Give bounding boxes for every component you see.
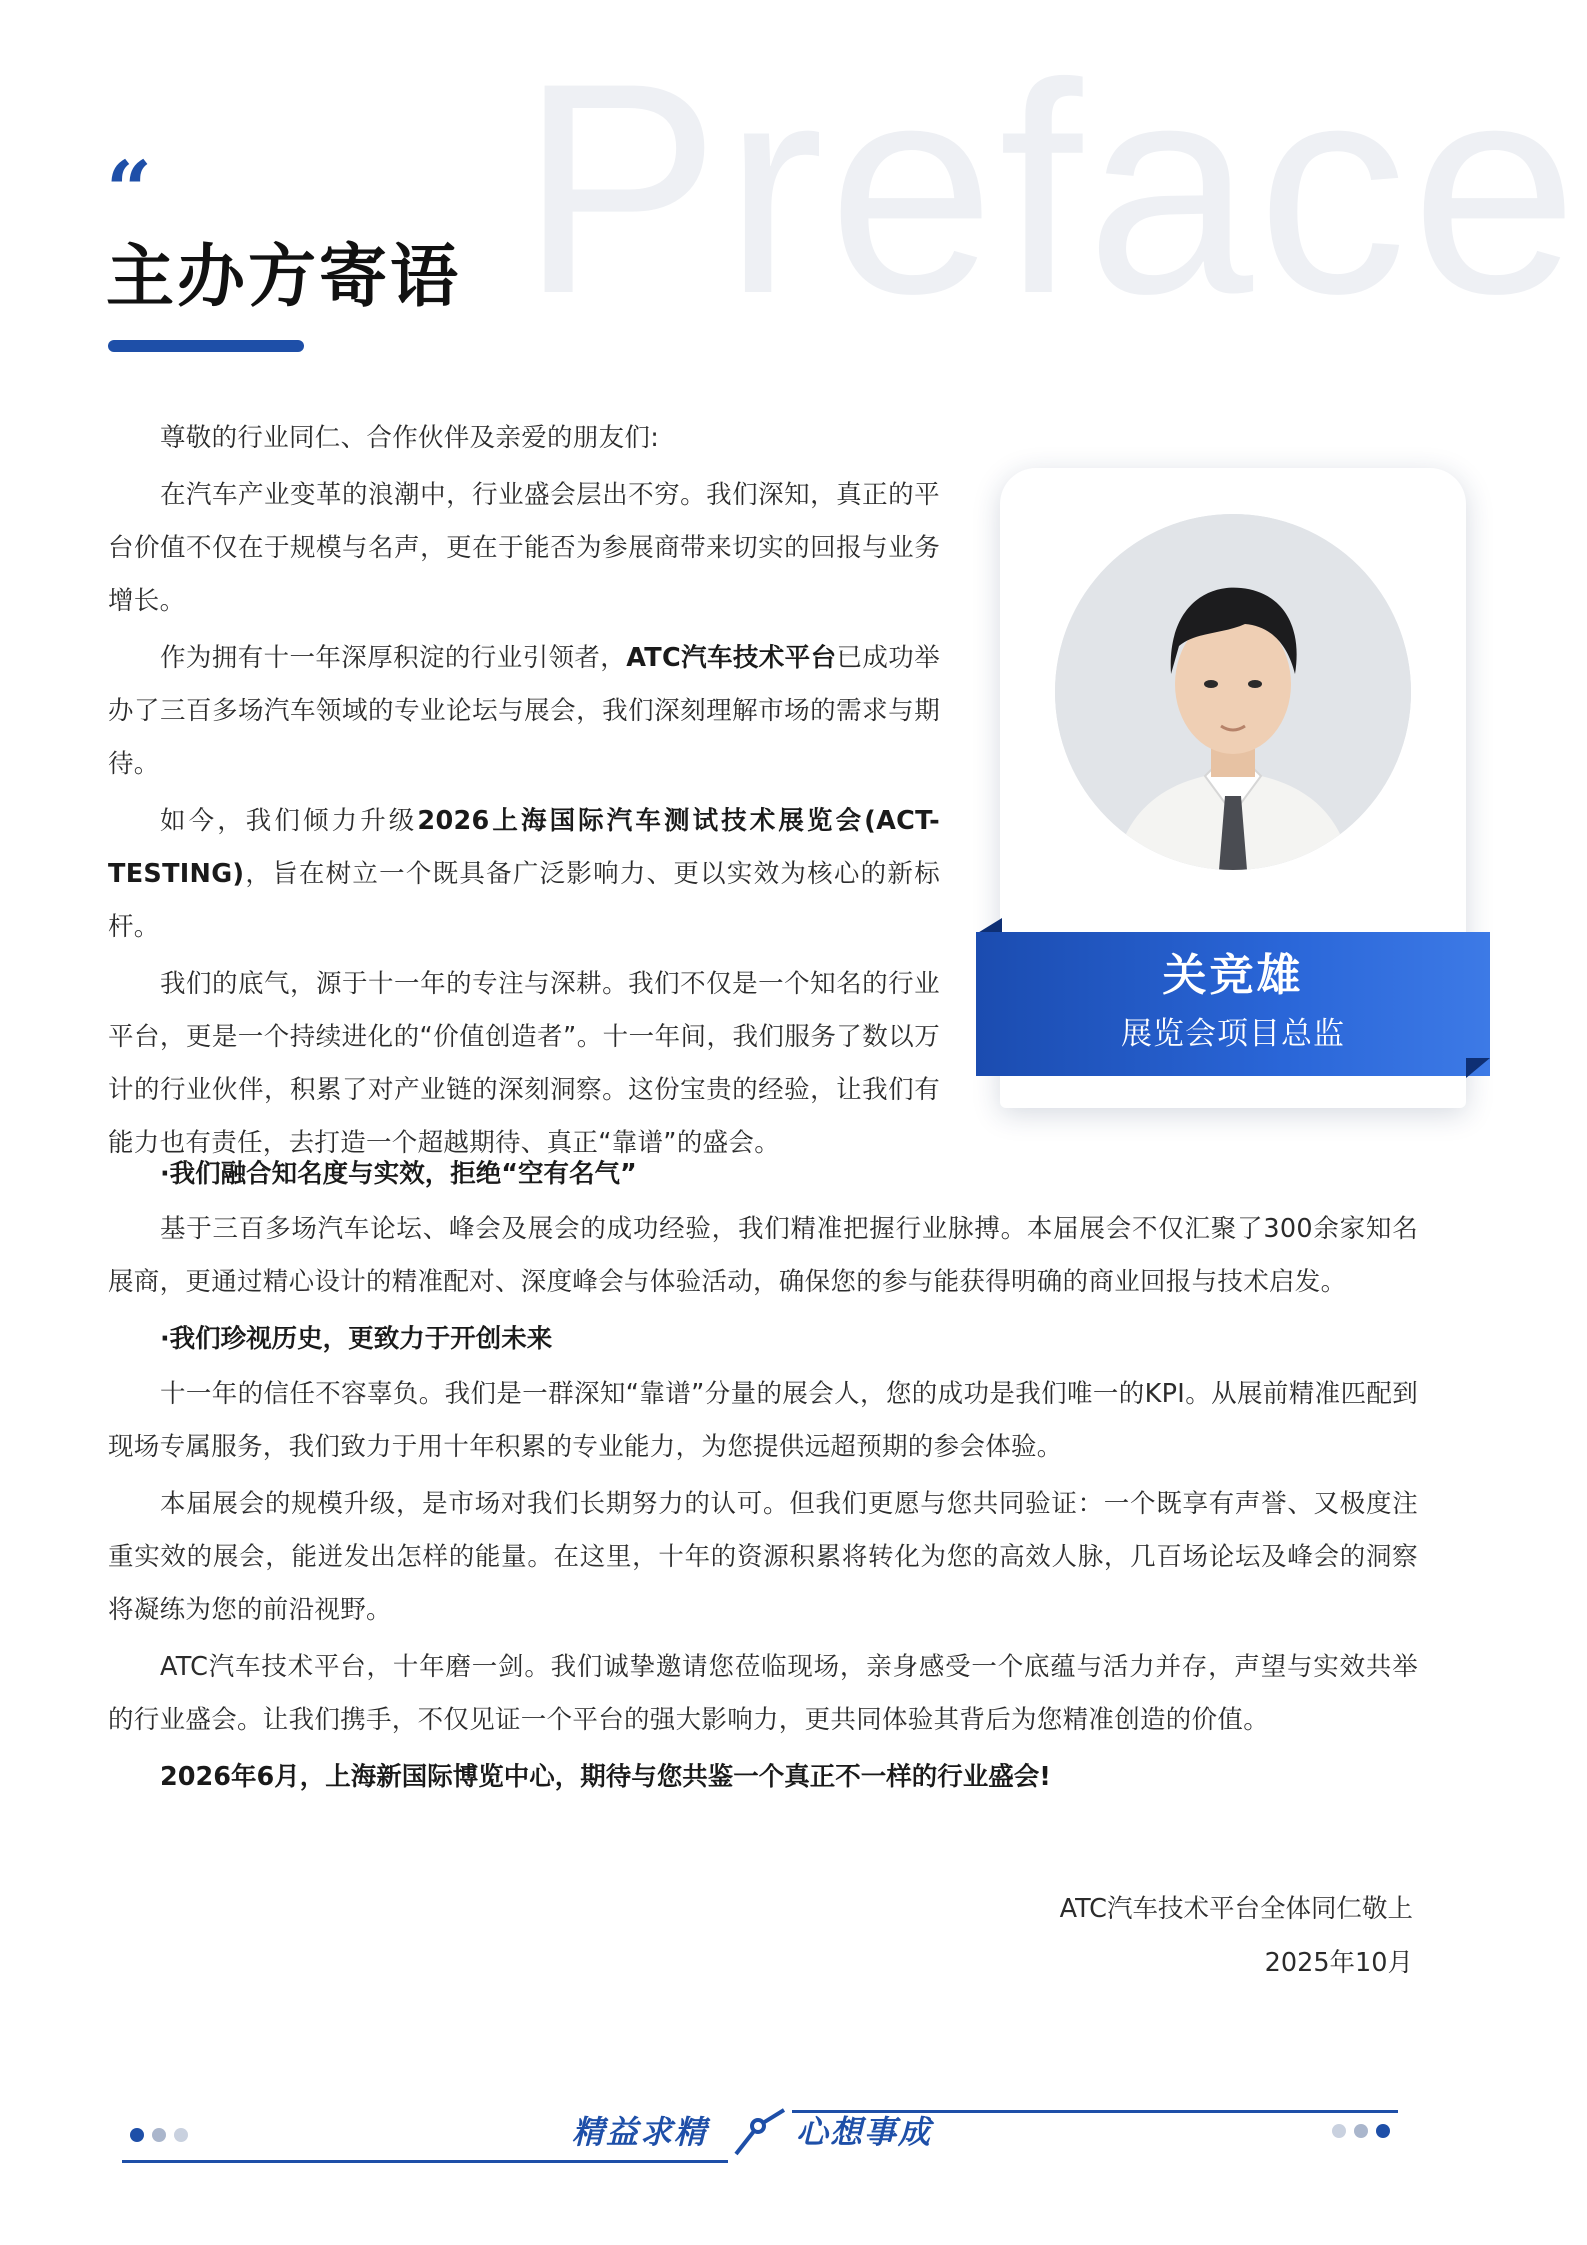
- paragraph-3: 如今，我们倾力升级2026上海国际汽车测试技术展览会(ACT-TESTING)，旨在树立一个既具备广泛影响力、更以实效为核心的新标杆。: [108, 806, 941, 942]
- exhibition-name: 2026上海国际汽车测试技术展览会(ACT-TESTING): [108, 806, 941, 889]
- greeting: 尊敬的行业同仁、合作伙伴及亲爱的朋友们:: [160, 423, 660, 453]
- slogan-left: 精益求精: [572, 2113, 709, 2151]
- quote-mark-icon: “: [106, 143, 153, 237]
- footer-dot: [174, 2128, 188, 2142]
- footer-dot: [152, 2128, 166, 2142]
- paragraph-4: 我们的底气，源于十一年的专注与深耕。我们不仅是一个知名的行业平台，更是一个持续进化的“价值创造者”。十一年间，我们服务了数以万计的行业伙伴，积累了对产业链的深刻洞察。这份宝贵的经验，让我们有能力也有责任，去打造一个超越期待、真正“靠谱”的盛会。: [108, 969, 940, 1158]
- paragraph-5: 基于三百多场汽车论坛、峰会及展会的成功经验，我们精准把握行业脉搏。本届展会不仅汇聚了300余家知名展商，更通过精心设计的精准配对、深度峰会与体验活动，确保您的参与能获得明确的商业回报与技术启发。: [108, 1214, 1418, 1297]
- bullet-heading-1: ·我们融合知名度与实效，拒绝“空有名气”: [160, 1159, 637, 1189]
- title-underline: [108, 340, 304, 352]
- ribbon-fold-right: [1466, 1058, 1490, 1078]
- signature: ATC汽车技术平台全体同仁敬上: [1059, 1894, 1413, 1924]
- footer-dot: [130, 2128, 144, 2142]
- platform-name: ATC汽车技术平台: [626, 643, 837, 673]
- watermark-text: Preface: [520, 20, 1582, 356]
- profile-photo: [1055, 514, 1411, 870]
- profile-role: 展览会项目总监: [1121, 1016, 1345, 1052]
- person-portrait-icon: [1055, 514, 1411, 870]
- footer-dot: [1376, 2124, 1390, 2138]
- paragraph-7: 本届展会的规模升级，是市场对我们长期努力的认可。但我们更愿与您共同验证：一个既享有声誉、又极度注重实效的展会，能迸发出怎样的能量。在这里，十年的资源积累将转化为您的高效人脉，几百场论坛及峰会的洞察将凝练为您的前沿视野。: [108, 1489, 1418, 1625]
- letter-body-full: [108, 1148, 1418, 1804]
- letter-body-top: [108, 412, 940, 1174]
- profile-name: 关竞雄: [1162, 950, 1304, 1001]
- paragraph-2: 作为拥有十一年深厚积淀的行业引领者，ATC汽车技术平台已成功举办了三百多场汽车领域的专业论坛与展会，我们深刻理解市场的需求与期待。: [108, 643, 941, 779]
- footer-dot: [1332, 2124, 1346, 2138]
- footer-dot: [1354, 2124, 1368, 2138]
- slash-connector-icon: [728, 2106, 792, 2156]
- paragraph-8: ATC汽车技术平台，十年磨一剑。我们诚挚邀请您莅临现场，亲身感受一个底蕴与活力并存，声望与实效共举的行业盛会。让我们携手，不仅见证一个平台的强大影响力，更共同体验其背后为您精准创造的价值。: [108, 1652, 1418, 1735]
- page-title: 主办方寄语: [106, 238, 462, 317]
- closing-line: 2026年6月，上海新国际博览中心，期待与您共鉴一个真正不一样的行业盛会!: [160, 1762, 1051, 1792]
- letter-date: 2025年10月: [1264, 1948, 1413, 1978]
- bullet-heading-2: ·我们珍视历史，更致力于开创未来: [160, 1324, 553, 1354]
- paragraph-6: 十一年的信任不容辜负。我们是一群深知“靠谱”分量的展会人，您的成功是我们唯一的KPI。从展前精准匹配到现场专属服务，我们致力于用十年积累的专业能力，为您提供远超预期的参会体验。: [108, 1379, 1418, 1462]
- slogan-right: 心想事成: [796, 2113, 933, 2151]
- paragraph-1: 在汽车产业变革的浪潮中，行业盛会层出不穷。我们深知，真正的平台价值不仅在于规模与名声，更在于能否为参展商带来切实的回报与业务增长。: [108, 480, 940, 616]
- footer-line-left: [122, 2160, 728, 2163]
- signature-block: [1060, 1882, 1413, 1990]
